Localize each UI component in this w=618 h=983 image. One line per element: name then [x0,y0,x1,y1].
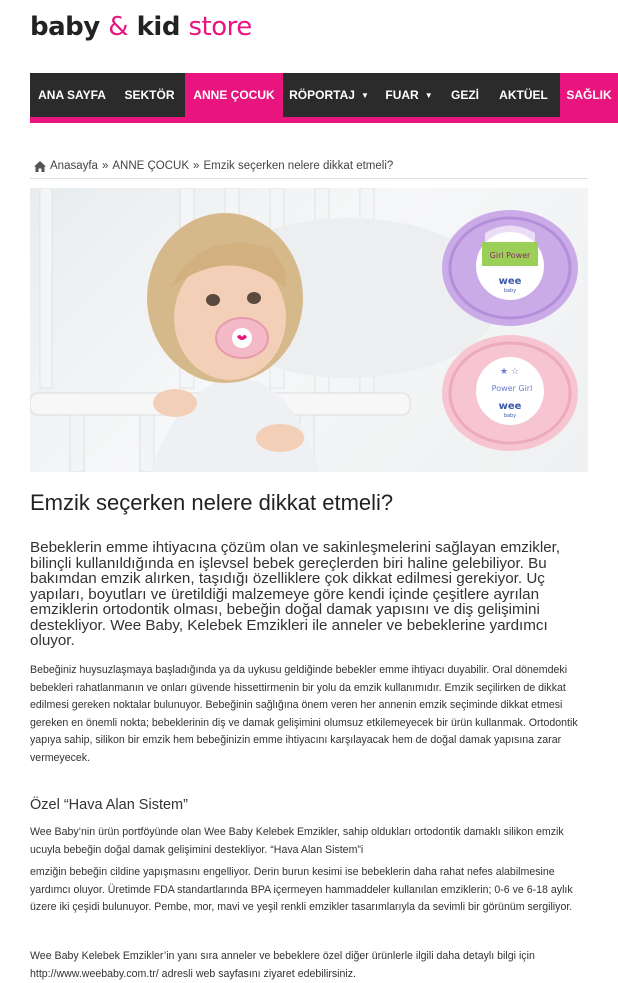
logo-amp: & [108,12,129,42]
article-title: Emzik seçerken nelere dikkat etmeli? [30,490,394,515]
logo-store: store [188,12,252,42]
nav-item-gezi[interactable] [443,73,487,117]
nav-label: SEKTÖR [124,88,175,102]
article-paragraph-3: emziğin bebeğin cildine yapışmasını engelliyor. Derin burun kesimi ise bebeklerin daha rahat nefes alabilmesine yardımcı oluyor. Üretimde FDA standartlarında BPA içermeyen hammaddeler kullanılan emziklerin; 0-6 ve 6-18 aylık üzere iki çeşidi bulunuyor. Pembe, mor, mavi ve yeşil renkli emzikler tasarımlarıyla da sevimli bir görünüm sergiliyor. [30,866,573,914]
pacifier-bottom-text: Power Girl [491,384,533,393]
site-logo[interactable] [30,12,252,42]
article-lead: Bebeklerin emme ihtiyacına çözüm olan ve sakinleşmelerini sağlayan emzikler, bilinçli kullanıldığında en işlevsel bebek gereçlerden biri haline gelebiliyor. Bu bakımdan emzik alırken, taşıdığı özelliklere çok dikkat edilmesi gerekiyor. Uç yapıları, boyutları ve üretildiği malzemeye göre kendi içinde çeşitlere ayrılan emziklerin ortodontik olması, bebeğin doğal damak yapısını ve diş gelişimini destekliyor. Wee Baby, Kelebek Emzikleri ile anneler ve bebeklerine yardımcı oluyor. [30,539,561,649]
nav-item-ana-sayfa[interactable] [30,73,114,117]
nav-label: ANA SAYFA [38,88,106,102]
nav-item-anne-cocuk[interactable] [185,73,283,117]
brand-mark-bottom: wee [498,401,522,412]
breadcrumb-home[interactable]: Anasayfa [50,160,98,172]
article-paragraph-4: Wee Baby Kelebek Emzikler’in yanı sıra anneler ve bebeklere özel diğer ürünlerle ilgili daha detaylı bilgi için http://www.weebaby.com.tr/ adresli web sayfasını ziyaret edebilirsiniz. [30,950,535,980]
hero-illustration [30,188,588,472]
breadcrumb-category[interactable]: ANNE ÇOCUK [112,160,190,172]
logo-kid: kid [136,12,180,42]
dropdown-caret-icon: ▼ [424,90,433,100]
breadcrumb-separator: » [101,160,109,172]
pink-pacifier-product [442,335,578,451]
article-subheading: Özel “Hava Alan Sistem” [30,797,188,813]
nav-label: AKTÜEL [499,88,548,102]
nav-item-aktuel[interactable] [487,73,560,117]
nav-label: RÖPORTAJ [289,88,355,102]
nav-label: SAĞLIK [566,88,612,102]
nav-label: ANNE ÇOCUK [193,88,275,102]
pacifier-top-text: Girl Power [489,251,531,260]
logo-baby: baby [30,12,100,42]
nav-item-fuar[interactable] [375,73,443,117]
breadcrumb-divider [30,178,588,179]
nav-label: GEZİ [451,88,480,102]
home-icon [34,161,46,172]
breadcrumb [34,160,393,172]
purple-pacifier-product [442,210,578,326]
brand-sub-top: baby [503,288,517,294]
nav-item-saglik[interactable] [560,73,618,117]
nav-item-roportaj[interactable] [283,73,375,117]
main-navigation [30,73,618,123]
brand-mark-top: wee [498,276,522,287]
breadcrumb-separator: » [193,160,200,172]
breadcrumb-current: Emzik seçerken nelere dikkat etmeli? [203,160,394,172]
svg-text:★ ☆: ★ ☆ [500,367,519,377]
nav-item-sektor[interactable] [114,73,185,117]
article-paragraph-2: Wee Baby’nin ürün portföyünde olan Wee Baby Kelebek Emzikler, sahip oldukları ortodontik damaklı silikon emzik ucuyla bebeğin doğal damak gelişimini destekliyor. “Hava Alan Sistem”i [30,826,564,856]
brand-sub-bottom: baby [503,413,517,419]
article-hero-image [30,188,588,472]
nav-label: FUAR [385,88,419,102]
article-paragraph-1: Bebeğiniz huysuzlaşmaya başladığında ya da uykusu geldiğinde bebekler emme ihtiyacı duyabilir. Oral dönemdeki bebekleri rahatlanmanın ve onları güvende hissettirmenin bir yolu da emzik kullanımıdır. Emzik seçilirken de dikkat edilmesi gereken noktalar bulunuyor. Bebeğinin sağlığına önem veren her annenin emzik seçiminde dikkat etmesi gereken en önemli nokta; bebeklerinin diş ve damak gelişimini olumsuz etkilemeyecek bir ürün kullanmak. Ortodontik yapıya sahip, silikon bir emzik hem bebeğinizin emme ihtiyacını karşılayacak hem de doğal damak yapısına zarar vermeyecek. [30,664,578,764]
dropdown-caret-icon: ▼ [360,90,369,100]
